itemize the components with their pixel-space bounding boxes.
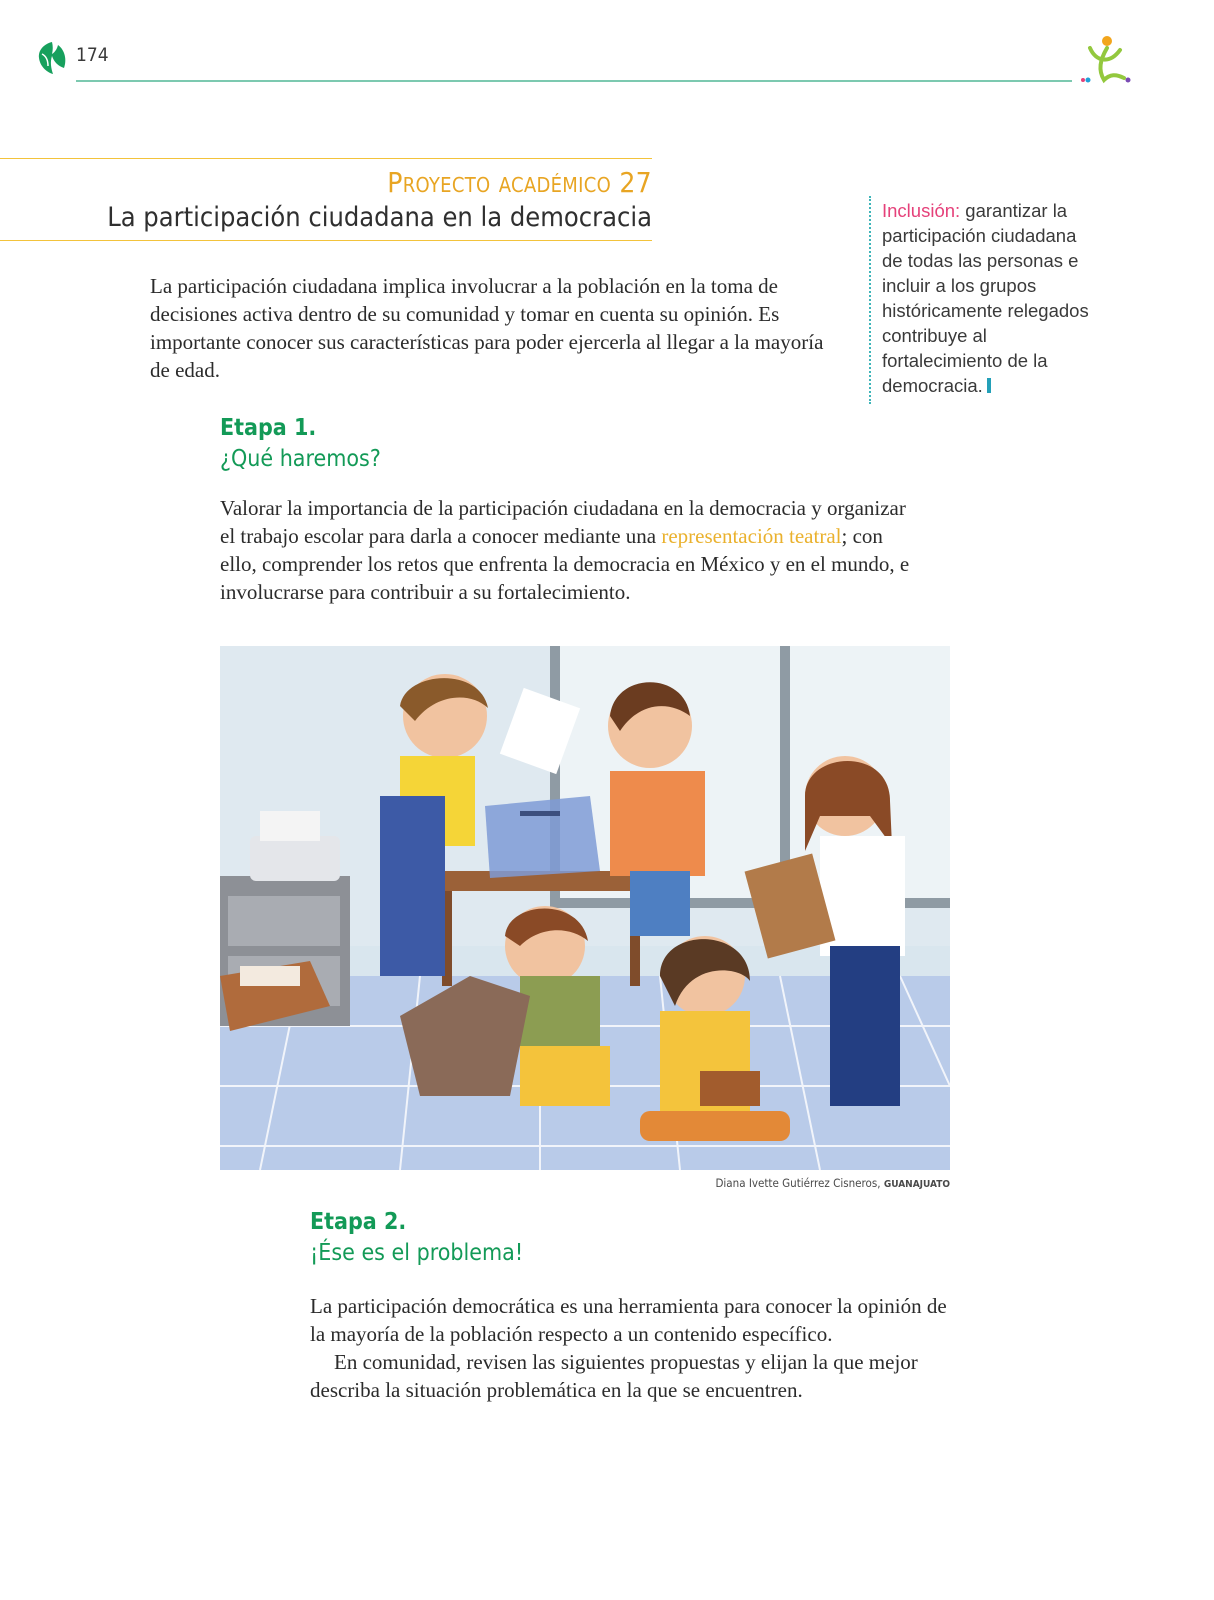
page-number: 174 bbox=[76, 44, 109, 66]
stage-1-paragraph bbox=[220, 494, 920, 606]
stage-2-body bbox=[310, 1292, 950, 1404]
end-mark-icon bbox=[987, 378, 991, 393]
glossary-term: Inclusión: bbox=[882, 200, 961, 221]
glossary-definition: garantizar la participación ciudadana de todas las personas e incluir a los grupos históricamente relegados contribuye al fortalecimiento de la democracia. bbox=[882, 200, 1089, 396]
stage-1-text-before: Valorar la importancia de la participación ciudadana en la democracia y organizar el trabajo escolar para darla a conocer mediante una bbox=[220, 496, 906, 548]
header-rule bbox=[76, 80, 1072, 82]
project-label: Proyecto académico 27 bbox=[387, 166, 652, 199]
credit-region: GUANAJUATO bbox=[883, 1179, 950, 1190]
stage-2-paragraph-2: En comunidad, revisen las siguientes propuestas y elijan la que mejor describa la situación problemática en la que se encuentren. bbox=[310, 1350, 918, 1402]
sidebar-dotted-rule bbox=[869, 196, 871, 404]
title-rule-top bbox=[0, 158, 652, 159]
stage-1-subheading: ¿Qué haremos? bbox=[220, 446, 381, 472]
intro-paragraph: La participación ciudadana implica involucrar a la población en la toma de decisiones activa dentro de su comunidad y tomar en cuenta su opinión. Es importante conocer sus características para poder ejercerla al llegar a la mayoría de edad. bbox=[150, 274, 824, 382]
illustration-credit bbox=[220, 1176, 950, 1190]
stage-1-heading-block bbox=[220, 413, 381, 475]
leaf-logo-icon bbox=[36, 40, 68, 76]
children-voting-illustration bbox=[220, 646, 950, 1170]
people-figure-logo-icon bbox=[1080, 34, 1134, 86]
stage-2-subheading: ¡Ése es el problema! bbox=[310, 1240, 524, 1266]
stage-2-paragraph-1: La participación democrática es una herramienta para conocer la opinión de la mayoría de la población respecto a un contenido específico. bbox=[310, 1294, 947, 1346]
glossary-note bbox=[882, 198, 1094, 398]
stage-1-text-after: ; con ello, comprender los retos que enfrenta la democracia en México y en el mundo, e involucrarse para contribuir a su fortalecimiento. bbox=[220, 524, 910, 604]
project-title: La participación ciudadana en la democracia bbox=[107, 202, 652, 233]
stage-2-heading: Etapa 2. bbox=[310, 1209, 407, 1235]
stage-1-heading: Etapa 1. bbox=[220, 415, 317, 441]
credit-author: Diana Ivette Gutiérrez Cisneros, bbox=[715, 1176, 884, 1190]
glossary-link-representacion-teatral[interactable]: representación teatral bbox=[661, 524, 842, 548]
title-rule-bottom bbox=[0, 240, 652, 241]
stage-2-heading-block bbox=[310, 1207, 523, 1269]
